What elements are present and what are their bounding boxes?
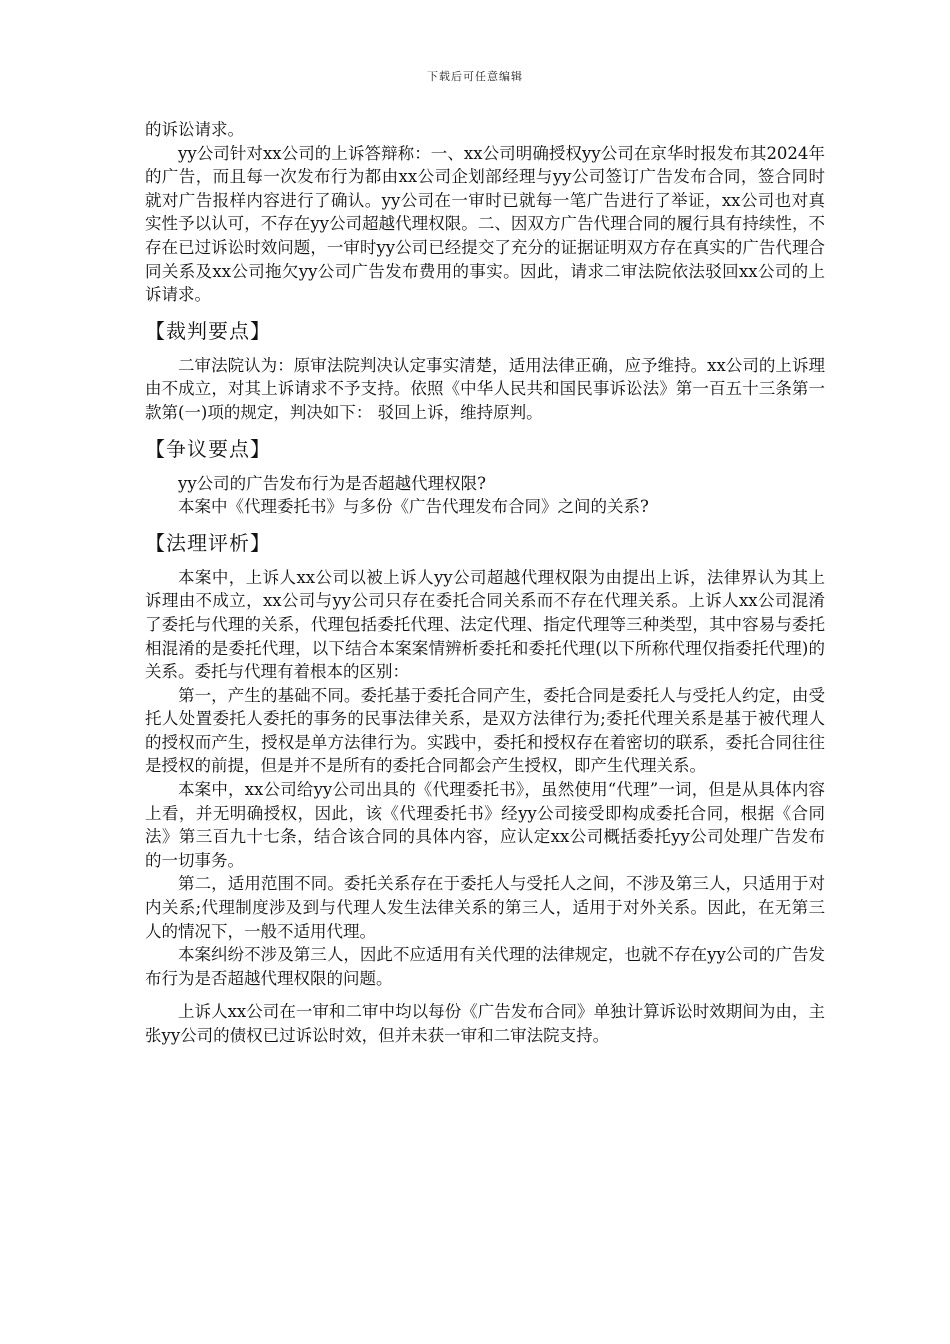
paragraph-appellee-defense: yy公司针对xx公司的上诉答辩称：一、xx公司明确授权yy公司在京华时报发布其2024年的广告，而且每一次发布行为都由xx公司企划部经理与yy公司签订广告发布合同，签合同时就对广告报样内容进行了确认。yy公司在一审时已就每一笔广告进行了举证，xx公司也对真实性予以认可，不存在yy公司超越代理权限。二、因双方广告代理合同的履行具有持续性，不存在已过诉讼时效问题，一审时yy公司已经提交了充分的证据证明双方存在真实的广告代理合同关系及xx公司拖欠yy公司广告发布费用的事实。因此，请求二审法院依法驳回xx公司的上诉请求。 <box>145 143 825 305</box>
section-heading-dispute-points: 【争议要点】 <box>145 436 271 461</box>
document-body <box>145 118 825 1048</box>
paragraph-continuation: 的诉讼请求。 <box>145 120 244 139</box>
dispute-question-2: 本案中《代理委托书》与多份《广告代理发布合同》之间的关系? <box>178 497 649 517</box>
section-heading-legal-analysis: 【法理评析】 <box>145 530 271 555</box>
section-heading-judgment-points: 【裁判要点】 <box>145 318 271 343</box>
dispute-question-1: yy公司的广告发布行为是否超越代理权限? <box>178 473 486 493</box>
paragraph-analysis-first: 第一，产生的基础不同。委托基于委托合同产生，委托合同是委托人与受托人约定，由受托人处置委托人委托的事务的民事法律关系，是双方法律行为;委托代理关系是基于被代理人的授权而产生，授权是单方法律行为。实践中，委托和授权存在着密切的联系，委托合同往往是授权的前提，但是并不是所有的委托合同都会产生授权，即产生代理关系。 <box>145 685 825 776</box>
paragraph-analysis-intro: 本案中，上诉人xx公司以被上诉人yy公司超越代理权限为由提出上诉，法律界认为其上诉理由不成立，xx公司与yy公司只存在委托合同关系而不存在代理关系。上诉人xx公司混淆了委托与代理的关系，代理包括委托代理、法定代理、指定代理等三种类型，其中容易与委托相混淆的是委托代理，以下结合本案案情辨析委托和委托代理(以下所称代理仅指委托代理)的关系。委托与代理有着根本的区别： <box>145 567 825 682</box>
page-header-note: 下载后可任意编辑 <box>427 70 523 83</box>
paragraph-analysis-case-1: 本案中，xx公司给yy公司出具的《代理委托书》，虽然使用“代理”一词，但是从具体内容上看，并无明确授权，因此，该《代理委托书》经yy公司接受即构成委托合同，根据《合同法》第三百九十七条，结合该合同的具体内容，应认定xx公司概括委托yy公司处理广告发布的一切事务。 <box>145 780 825 870</box>
paragraph-judgment: 二审法院认为：原审法院判决认定事实清楚，适用法律正确，应予维持。xx公司的上诉理由不成立，对其上诉请求不予支持。依照《中华人民共和国民事诉讼法》第一百五十三条第一款第(一)项的规定，判决如下： 驳回上诉，维持原判。 <box>145 355 825 422</box>
paragraph-limitation-period: 上诉人xx公司在一审和二审中均以每份《广告发布合同》单独计算诉讼时效期间为由，主张yy公司的债权已过诉讼时效，但并未获一审和二审法院支持。 <box>145 1002 825 1045</box>
paragraph-analysis-second: 第二，适用范围不同。委托关系存在于委托人与受托人之间，不涉及第三人，只适用于对内关系;代理制度涉及到与代理人发生法律关系的第三人，适用于对外关系。因此，在无第三人的情况下，一般不适用代理。 <box>145 874 825 941</box>
paragraph-analysis-case-2: 本案纠纷不涉及第三人，因此不应适用有关代理的法律规定，也就不存在yy公司的广告发布行为是否超越代理权限的问题。 <box>145 945 825 988</box>
